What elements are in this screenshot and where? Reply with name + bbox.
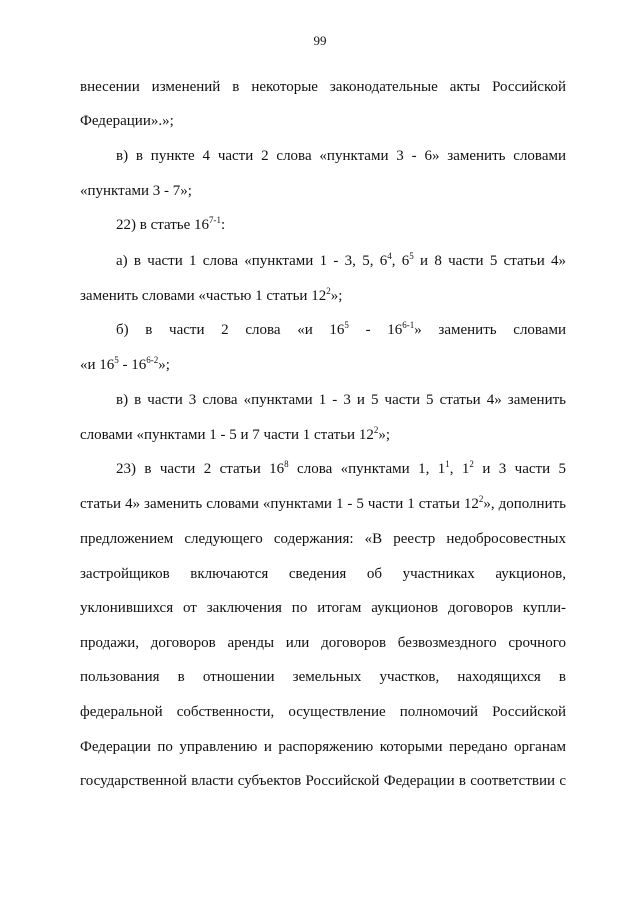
text-segment: »; xyxy=(330,288,343,304)
text-segment: в) в пункте 4 части 2 слова «пунктами 3 - 6» заменить словами xyxy=(116,148,566,164)
text-segment: в) в части 3 слова «пунктами 1 - 3 и 5 части 5 статьи 4» заменить xyxy=(116,392,566,408)
superscript: 6-2 xyxy=(146,355,159,365)
superscript: 8 xyxy=(284,459,289,469)
text-line xyxy=(116,146,566,166)
text-segment: Федерации».»; xyxy=(80,113,174,129)
text-segment: пользования в отношении земельных участков, находящихся в xyxy=(80,669,566,685)
text-line xyxy=(80,529,566,549)
text-line xyxy=(80,702,566,722)
text-line xyxy=(116,251,566,271)
text-segment: а) в части 1 слова «пунктами 1 - 3, 5, 6 xyxy=(116,253,388,269)
superscript: 6-1 xyxy=(402,320,415,330)
text-line xyxy=(80,737,566,757)
text-line xyxy=(80,771,566,791)
text-segment: - 16 xyxy=(118,357,147,373)
text-segment: и 8 части 5 статьи 4» xyxy=(413,253,567,269)
text-segment: », дополнить xyxy=(483,496,566,512)
text-line xyxy=(80,77,566,97)
text-line xyxy=(80,667,566,687)
text-segment: предложением следующего содержания: «В реестр недобросовестных xyxy=(80,531,566,547)
text-line xyxy=(80,598,566,618)
text-segment: »; xyxy=(378,427,390,443)
text-line xyxy=(116,459,566,479)
text-segment: застройщиков включаются сведения об участниках аукционов, xyxy=(80,566,566,582)
text-line xyxy=(80,564,566,584)
text-segment: 22) в статье 16 xyxy=(116,217,210,233)
text-segment: «пунктами 3 - 7»; xyxy=(80,183,192,199)
text-segment: Федерации по управлению и распоряжению которыми передано органам xyxy=(80,739,566,755)
text-segment: - 16 xyxy=(348,322,403,338)
text-line xyxy=(116,215,566,235)
text-segment: уклонившихся от заключения по итогам аукционов договоров купли- xyxy=(80,600,566,616)
text-segment: 23) в части 2 статьи 16 xyxy=(116,461,285,477)
superscript: 2 xyxy=(326,286,331,296)
page-number: 99 xyxy=(313,33,327,48)
text-segment: слова «пунктами 1, 1 xyxy=(288,461,446,477)
text-line xyxy=(80,355,566,375)
text-line xyxy=(80,425,566,445)
text-segment: : xyxy=(221,217,226,233)
superscript: 5 xyxy=(409,251,414,261)
superscript: 5 xyxy=(344,320,349,330)
text-segment: продажи, договоров аренды или договоров безвозмездного срочного xyxy=(80,635,566,651)
superscript: 2 xyxy=(373,425,379,435)
text-segment: , 6 xyxy=(391,253,410,269)
text-line xyxy=(80,494,566,514)
text-segment: федеральной собственности, осуществление полномочий Российской xyxy=(80,704,566,720)
text-segment: и 3 части 5 xyxy=(473,461,567,477)
text-segment: словами «пунктами 1 - 5 и 7 части 1 статьи 12 xyxy=(80,427,374,443)
superscript: 7-1 xyxy=(209,215,222,225)
superscript: 2 xyxy=(469,459,474,469)
superscript: 4 xyxy=(387,251,392,261)
text-segment: » заменить словами xyxy=(414,322,566,338)
text-line xyxy=(80,111,566,131)
text-segment: б) в части 2 слова «и 16 xyxy=(116,322,345,338)
superscript: 1 xyxy=(445,459,450,469)
text-segment: «и 16 xyxy=(80,357,115,373)
text-line xyxy=(80,286,566,306)
text-segment: статьи 4» заменить словами «пунктами 1 - 5 части 1 статьи 12 xyxy=(80,496,479,512)
text-segment: , 1 xyxy=(449,461,470,477)
text-segment: внесении изменений в некоторые законодательные акты Российской xyxy=(80,79,566,95)
superscript: 2 xyxy=(478,494,484,504)
text-segment: »; xyxy=(158,357,170,373)
text-segment: заменить словами «частью 1 статьи 12 xyxy=(80,288,327,304)
text-line xyxy=(116,320,566,340)
text-line xyxy=(80,181,566,201)
superscript: 5 xyxy=(114,355,119,365)
text-segment: государственной власти субъектов Российской Федерации в соответствии с xyxy=(80,773,566,789)
text-line xyxy=(116,390,566,410)
text-line xyxy=(80,633,566,653)
